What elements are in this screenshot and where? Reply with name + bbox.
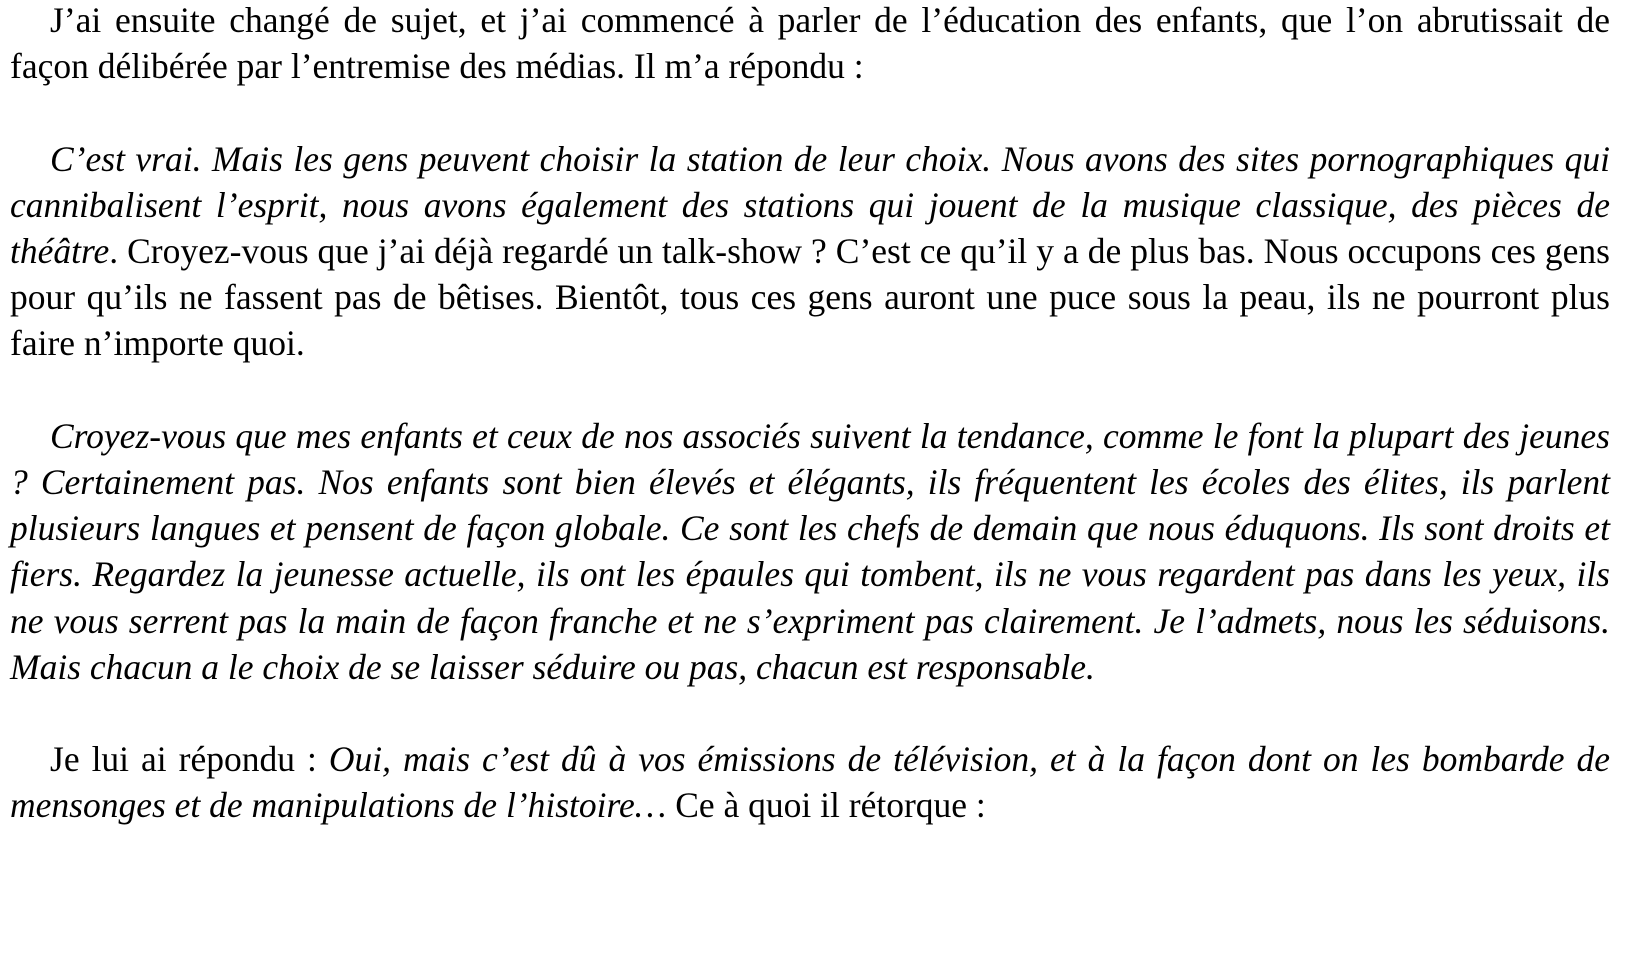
paragraph-text-italic: Oui, mais c’est dû à vos émissions de télévision, et à la façon dont on les bombarde de mensonges et de manipulations de l’histoire… [10,739,1611,826]
paragraph-2 [10,136,1610,367]
paragraph-text: . Croyez-vous que j’ai déjà regardé un talk-show ? C’est ce qu’il y a de plus bas. Nous occupons ces gens pour qu’ils ne fassent pas de bêtises. Bientôt, tous ces gens auront une puce sous la peau, ils ne pourront plus faire n’importe quoi. [10,231,1610,364]
paragraph-text: Ce à quoi il rétorque : [666,785,986,826]
paragraph-1 [10,0,1610,89]
paragraph-text-italic: C’est vrai. Mais les gens peuvent choisir la station de leur choix. Nous avons des sites pornographiques qui cannibalisent l’esprit, nous avons également des stations qui jouent de la musique classique, des pièces de théâtre [10,138,1610,271]
paragraph-text: Je lui ai répondu : [50,739,329,780]
document-page [10,0,1610,875]
paragraph-text: J’ai ensuite changé de sujet, et j’ai commencé à parler de l’éducation des enfants, que l’on abrutissait de façon délibérée par l’entremise des médias. Il m’a répondu : [10,0,1610,87]
paragraph-text-italic: Croyez-vous que mes enfants et ceux de nos associés suivent la tendance, comme le font la plupart des jeunes ? Certainement pas. Nos enfants sont bien élevés et élégants, ils fréquentent les écoles des élites, ils parlent plusieurs langues et pensent de façon globale. Ce sont les chefs de demain que nous éduquons. Ils sont droits et fiers. Regardez la jeunesse actuelle, ils ont les épaules qui tombent, ils ne vous regardent pas dans les yeux, ils ne vous serrent pas la main de façon franche et ne s’expriment pas clairement. Je l’admets, nous les séduisons. Mais chacun a le choix de se laisser séduire ou pas, chacun est responsable. [10,415,1610,687]
paragraph-3 [10,413,1610,690]
paragraph-4 [10,736,1610,828]
